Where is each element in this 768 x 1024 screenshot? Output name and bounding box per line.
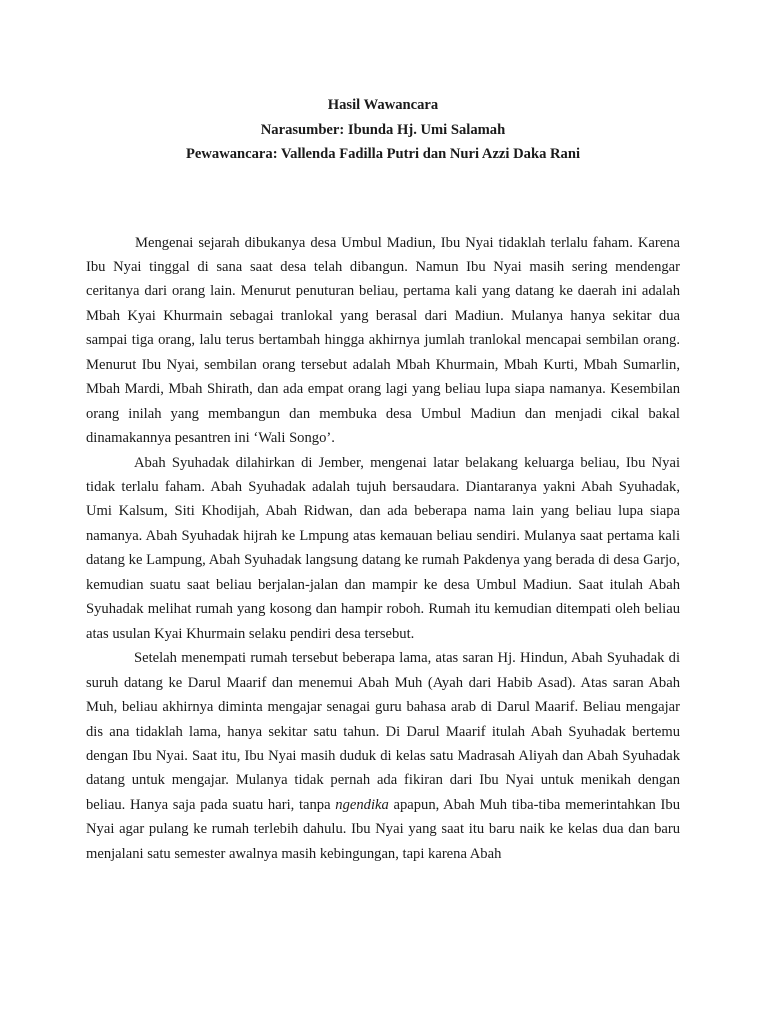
paragraph-1: Mengenai sejarah dibukanya desa Umbul Madiun, Ibu Nyai tidaklah terlalu faham. Karena Ibu Nyai tinggal di sana saat desa telah dibangun. Namun Ibu Nyai masih sering mendengar ceritanya dari orang lain. Menurut penuturan beliau, pertama kali yang datang ke daerah ini adalah Mbah Kyai Khurmain sebagai tranlokal yang berasal dari Madiun. Mulanya hanya sekitar dua sampai tiga orang, lalu terus bertambah hingga akhirnya jumlah tranlokal mencapai sembilan orang. Menurut Ibu Nyai, sembilan orang tersebut adalah Mbah Khurmain, Mbah Kurti, Mbah Sumarlin, Mbah Mardi, Mbah Shirath, dan ada empat orang lagi yang beliau lupa siapa namanya. Kesembilan orang inilah yang membangun dan membuka desa Umbul Madiun dan menjadi cikal bakal dinamakannya pesantren ini ‘Wali Songo’. <box>86 234 680 447</box>
document-title: Hasil Wawancara <box>327 97 439 113</box>
document-body <box>86 231 680 867</box>
interviewer-line: Pewawancara: Vallenda Fadilla Putri dan Nuri Azzi Daka Rani <box>185 146 581 162</box>
paragraph-3-part-2: apapun, Abah Muh tiba-tiba memerintahkan Ibu Nyai agar pulang ke rumah terlebih dahulu. Ibu Nyai yang saat itu baru naik ke kelas dua dan baru menjalani satu semester awalnya masih kebingungan, tapi karena Abah <box>86 796 680 862</box>
paragraph-3 <box>86 646 680 866</box>
document-header <box>86 93 680 167</box>
interviewee-line: Narasumber: Ibunda Hj. Umi Salamah <box>260 121 506 138</box>
italic-term: ngendika <box>335 796 389 813</box>
paragraph-3-part-1: Setelah menempati rumah tersebut beberapa lama, atas saran Hj. Hindun, Abah Syuhadak di suruh datang ke Darul Maarif dan menemui Abah Muh (Ayah dari Habib Asad). Atas saran Abah Muh, beliau akhirnya diminta mengajar senagai guru bahasa arab di Darul Maarif. Beliau mengajar dis ana tidaklah lama, hanya sekitar satu tahun. Di Darul Maarif itulah Abah Syuhadak bertemu dengan Ibu Nyai. Saat itu, Ibu Nyai masih duduk di kelas satu Madrasah Aliyah dan Abah Syuhadak datang untuk mengajar. Mulanya tidak pernah ada fikiran dari Ibu Nyai untuk menikah dengan beliau. Hanya saja pada suatu hari, tanpa <box>86 650 680 813</box>
paragraph-2: Abah Syuhadak dilahirkan di Jember, mengenai latar belakang keluarga beliau, Ibu Nyai tidak terlalu faham. Abah Syuhadak adalah tujuh bersaudara. Diantaranya yakni Abah Syuhadak, Umi Kalsum, Siti Khodijah, Abah Ridwan, dan ada beberapa nama lain yang beliau lupa siapa namanya. Abah Syuhadak hijrah ke Lmpung atas kemauan beliau sendiri. Mulanya saat pertama kali datang ke Lampung, Abah Syuhadak langsung datang ke rumah Pakdenya yang berada di desa Garjo, kemudian suatu saat beliau berjalan-jalan dan mampir ke desa Umbul Madiun. Saat itulah Abah Syuhadak melihat rumah yang kosong dan hampir roboh. Rumah itu kemudian ditempati oleh beliau atas usulan Kyai Khurmain selaku pendiri desa tersebut. <box>86 454 680 642</box>
document-page <box>86 93 680 866</box>
